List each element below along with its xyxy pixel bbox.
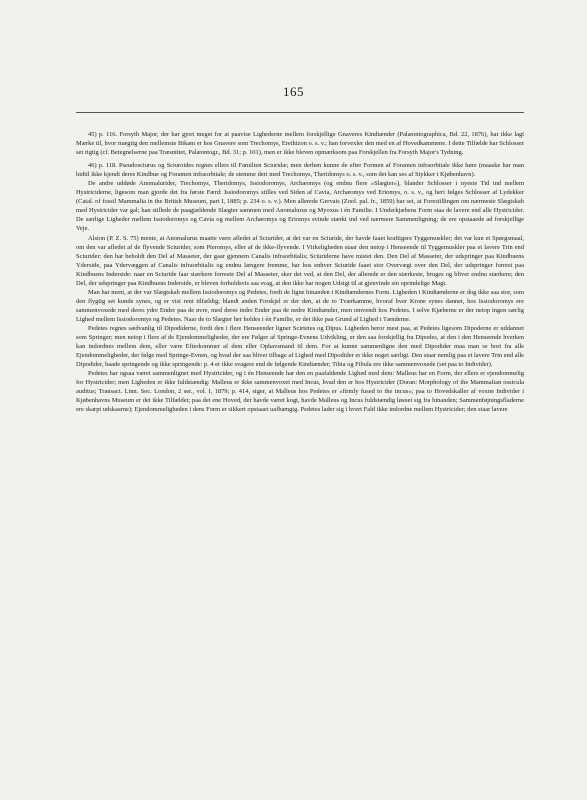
page-number: 165 (283, 84, 304, 99)
footnote-paragraph: 45) p. 116. Forsyth Major, der har gjort meget for at paavise Lighederne mellem forskjellige Gnaveres Kindtænder (Palæontographica, Bd. 22, 1876), har ikke lagt Mærke til, hvor mægtig den mellemste Bikam er hos Gnavere som Trechomys, Erethizon o. s. v.; han forvexler den med en af Hovedkammene. I dette Tilfælde har Schlosser set rigtig (cf. Betegnelserne paa Træsnittet, Palæontogr., Bd. 31; p. 101), men er ikke bleven opmærksom paa Forskjellen fra Forsyth Major's Tydning. (76, 131, 524, 157)
footnote-paragraph: 46) p. 118. Pseudosciurus og Sciuroides regnes ellers til Familien Sciuridæ; men derhen kunne de efter Formen af Foramen infraorbitale ikke høre (maaske har man hidtil ikke kjendt deres Kindbue og Foramen infraorbitale; de stemme deri med Trechomys, Theridomys o. s. v., som det kan ses af Stykker i Kjøbenhavn). (76, 162, 524, 179)
body-paragraph: Pedetes regnes sædvanlig til Dipodiderne, fordi den i flere Henseender ligner Scirtetes og Dipus. Ligheden beror mest paa, at Pedetes ligesom Dipoderne er uddannet som Springer; men netop i flere af de Ejendommeligheder, der ere Følger af Springe-Evnens Udvikling, er den saa forskjellig fra Dipodes, at den i den Henseende hverken kan indordnes mellem dem, eller være Efterkommer af dem eller Ophavsmand til dem. For at kunne sammenligne den med Dipodider maa man se bort fra alle Ejendommeligheder, der følge med Springe-Evnen, og hvad der saa bliver tilbage af Lighed med Dipodider er ikke noget særligt. Den staar nemlig paa et lavere Trin end alle Dipodider, baade springende og ikke springende: p. 4 er ikke svagere end de følgende Kindtænder; Tibia og Fibula ere ikke sammenvoxede (set paa to Individer). (76, 324, 524, 369)
body-text (76, 126, 524, 414)
body-paragraph: De andre uddøde Anomalurider, Trechomys, Theridomys, Issiodoromys, Archæomys (og endnu flere »Slægter«), blander Schlosser i nyeste Tid ind mellem Hystriciderne, ligesom man gjorde det fra første Færd: Issiodoromys stilles ved Siden af Cavia, Archæomys ved Eriomys, o. s. v., og heri følges Schlosser af Lydekker (Catal. of fossil Mammalia in the British Museum, part I, 1885; p. 234 o. s. v.). Men allerede Gervais (Zool. pal. fr., 1859) har set, at Forestillingen om nærmeste Slægtskab med Hystricider var gal; han stillede de paagjældende Slægter sammen med Anomalurus og Myoxus i én Familie. I Underkjæbens Form staa de lavere end alle Hystricider. De særlige Ligheder mellem Issiodoromys og Cavia og mellem Archæomys og Eriomys svinde stærkt ind ved nærmere Sammenligning; de ere opstaaede ad forskjellige Veje. (76, 180, 524, 233)
body-paragraph: Man har ment, at der var Slægtskab mellem Issiodoromys og Pedetes, fordi de ligne hinanden i Kindtændernes Form. Ligheden i Kindtænderne er dog ikke saa stor, som den flygtig set kunde synes, og er vist rent tilfældig; blandt anden Forskjel er der den, at de to Tværkamme, hvoraf hver Krone synes dannet, hos Issiodoromys ere sammenvoxede med deres ydre Ender paa de øvre, med deres indre Ender paa de nedre Kindtænder, men omvendt hos Pedetes. I selve Kjæberne er der netop ingen særlig Lighed mellem Issiodoromys og Pedetes. Naar de to Slægter her holdes i én Familie, er det ikke paa Grund af Lighed i Tænderne. (76, 288, 524, 323)
header-rule (76, 112, 524, 113)
body-paragraph: Pedetes har ogsaa været sammenlignet med Hystricider, og i én Henseende har den en paafaldende Lighed med dem: Malleus har en Form, der ellers er ejendommelig for Hystricider; men Ligheden er ikke fuldstændig: Malleus er ikke sammenvoxet med Incus, hvad den er hos Hystricider (Doran: Morphology of the Mammalian ossicula auditus; Transact. Linn. Soc. London, 2 ser., vol. I, 1879; p. 414, siger, at Malleus hos Pedetes er »firmly fused to the incus«; paa to Hovedskaller af voxne Individer i Kjøbenhavns Museum er det ikke Tilfældet; paa det ene Hoved, der havde været kogt, havde Malleus og Incus fuldstændig løsnet sig fra hinanden; Sammenføjningsfladerne ere skarpt udskaarne); Ejendommeligheden i dens Form er sikkert opstaaet uafhængig. Pedetes lader sig i hvert Fald ikke indordne mellem Hystricider; den staar lavere (76, 370, 524, 414)
body-paragraph: Alston (P. Z. S. 75) mente, at Anomalurus maatte være afledet af Sciurider, at det var en Sciuride, der havde faaet kraftigere Tyggemuskler; det var kun et Spørgsmaal, om den var afledet af de flyvende Sciurider, som Pteromys, eller af de ikke-flyvende. I Virkeligheden staar den netop i Henseende til Tyggemuskler paa et lavere Trin end Sciurider: den har beholdt den Del af Masseter, der gaar gjennem Canalis infraorbitalis; Sciuriderne have mistet den. Den Del af Masseter, der udspringer paa Kindbuens Yderside, paa Ydervæggen af Canalis infraorbitalis og endnu længere fremme, har hos enhver Sciuride faaet stor Overvægt over den Del, der udspringer forrest paa Kindbuens Inderside: naar en Sciuride faar stærkere forreste Del af Masseter, sker det ved, at den Del, der allerede er den stærkeste, bruges og bliver endnu stærkere; den Del, der udspringer paa Kindbuens Inderside, er bleven forholdsvis saa svag, at den ikke har nogen Udsigt til at gjenvinde sin oprindelige Magt. (76, 234, 524, 287)
